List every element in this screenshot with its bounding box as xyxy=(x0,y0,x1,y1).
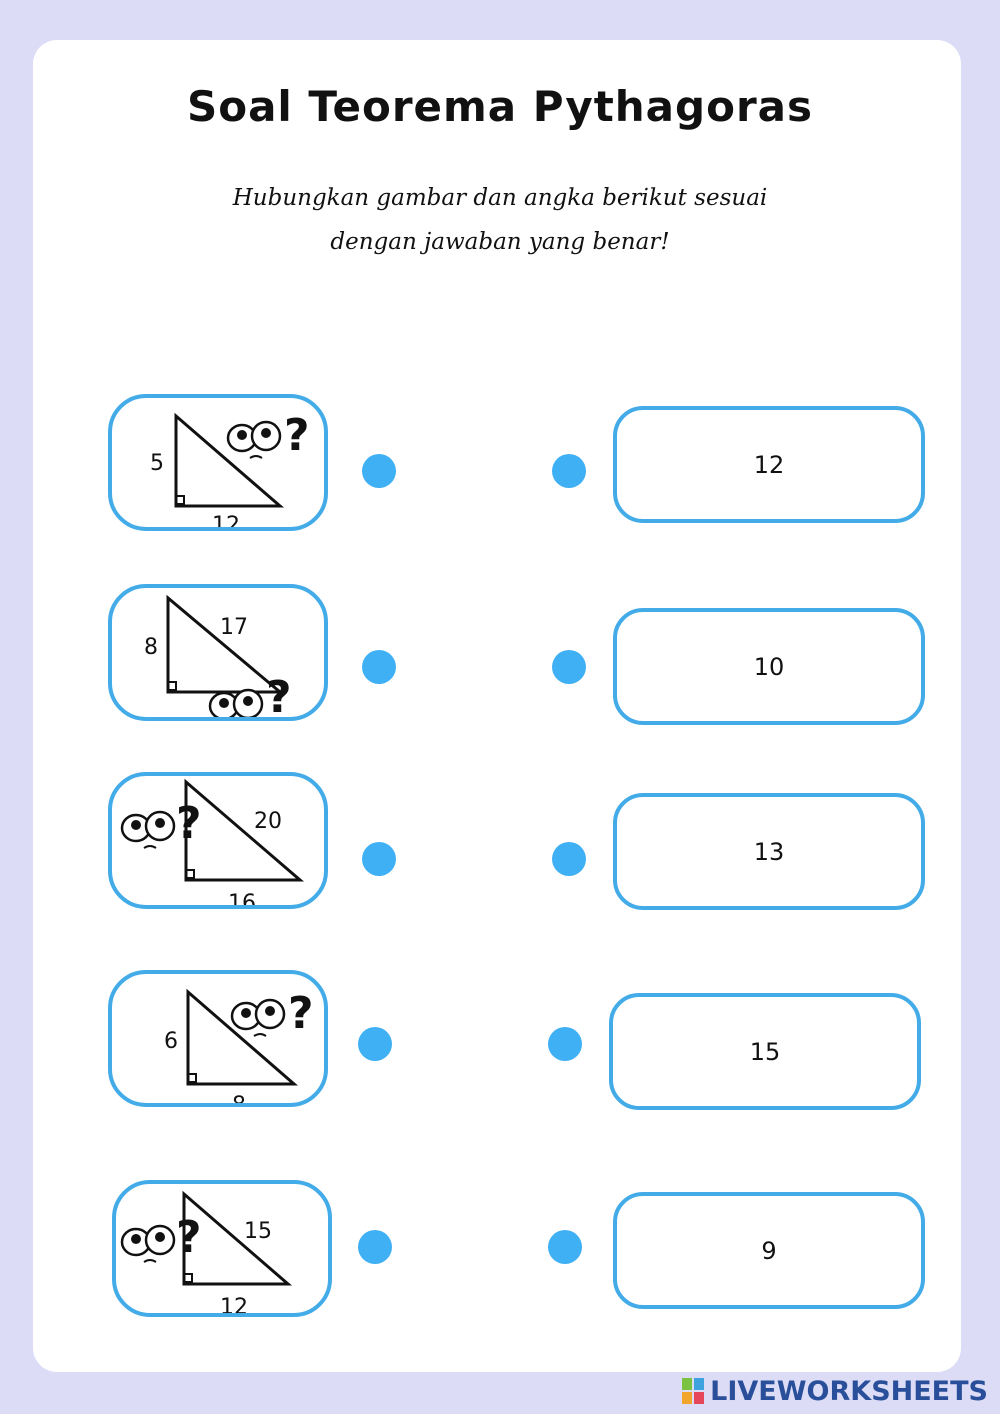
right-triangle xyxy=(186,782,300,880)
question-mark-icon: ? xyxy=(176,1212,202,1263)
side-label-horizontal: 16 xyxy=(228,891,256,913)
side-label-vertical: 5 xyxy=(150,451,164,476)
question-card-5 xyxy=(112,1180,332,1320)
question-card-2 xyxy=(108,584,328,721)
left-connector-dot-2[interactable] xyxy=(362,650,396,684)
left-connector-dot-5[interactable] xyxy=(358,1230,392,1264)
liveworksheets-logo-icon xyxy=(682,1378,704,1404)
right-connector-dot-2[interactable] xyxy=(552,650,586,684)
thinking-eyes-icon xyxy=(122,812,174,848)
right-connector-dot-1[interactable] xyxy=(552,454,586,488)
right-connector-dot-4[interactable] xyxy=(548,1027,582,1061)
question-mark-icon: ? xyxy=(266,672,292,723)
right-triangle xyxy=(168,598,280,692)
left-connector-dot-4[interactable] xyxy=(358,1027,392,1061)
side-label-vertical: 6 xyxy=(164,1029,178,1054)
question-card-1 xyxy=(108,394,328,535)
question-mark-icon: ? xyxy=(288,988,314,1039)
answer-box-5[interactable]: 9 xyxy=(613,1192,925,1309)
triangle-figure-2 xyxy=(112,588,328,721)
question-card-3 xyxy=(108,772,328,913)
liveworksheets-logo xyxy=(682,1374,988,1408)
instructions-line-1: Hubungkan gambar dan angka berikut sesuai xyxy=(232,185,768,211)
side-label-hypotenuse: 15 xyxy=(244,1219,272,1244)
thinking-eyes-icon xyxy=(122,1226,174,1262)
side-label-horizontal: 8 xyxy=(232,1093,246,1111)
thinking-eyes-icon xyxy=(210,690,262,719)
side-label-hypotenuse: 17 xyxy=(220,615,248,640)
answer-box-3[interactable]: 13 xyxy=(613,793,925,910)
question-mark-icon: ? xyxy=(284,410,310,461)
right-connector-dot-3[interactable] xyxy=(552,842,586,876)
answer-box-4[interactable]: 15 xyxy=(609,993,921,1110)
brand-name: LIVEWORKSHEETS xyxy=(710,1375,988,1407)
instructions xyxy=(0,176,1000,264)
left-connector-dot-1[interactable] xyxy=(362,454,396,488)
side-label-horizontal: 12 xyxy=(220,1295,248,1320)
side-label-vertical: 8 xyxy=(144,635,158,660)
question-mark-icon: ? xyxy=(176,798,202,849)
left-connector-dot-3[interactable] xyxy=(362,842,396,876)
page-title: Soal Teorema Pythagoras xyxy=(186,82,814,131)
triangle-figure-1 xyxy=(112,398,328,535)
thinking-eyes-icon xyxy=(232,1000,284,1036)
question-card-4 xyxy=(108,970,328,1111)
side-label-horizontal: 12 xyxy=(212,513,240,535)
answer-box-2[interactable]: 10 xyxy=(613,608,925,725)
answer-box-1[interactable]: 12 xyxy=(613,406,925,523)
thinking-eyes-icon xyxy=(228,422,280,458)
triangle-figure-4 xyxy=(112,974,328,1111)
instructions-line-2: dengan jawaban yang benar! xyxy=(330,229,670,255)
triangle-figure-5 xyxy=(116,1184,332,1320)
triangle-figure-3 xyxy=(112,776,328,913)
side-label-hypotenuse: 20 xyxy=(254,809,282,834)
right-connector-dot-5[interactable] xyxy=(548,1230,582,1264)
